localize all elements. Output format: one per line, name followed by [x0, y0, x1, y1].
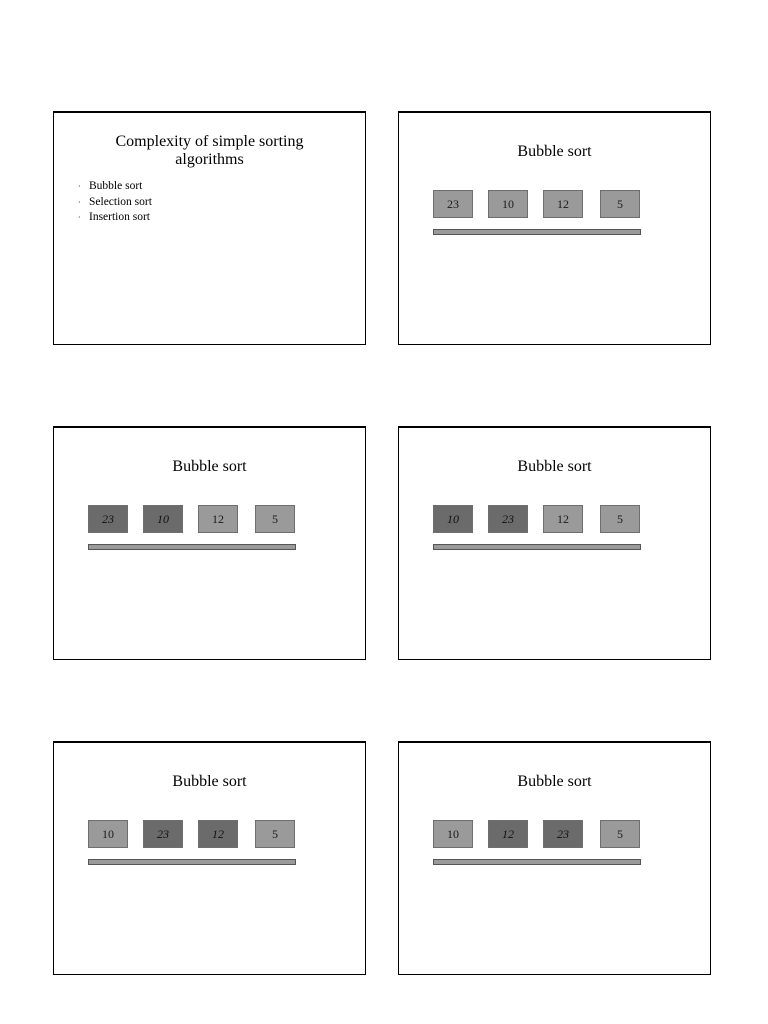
list-item	[78, 195, 152, 211]
array-cell: 10	[433, 820, 473, 848]
bullet-text: Insertion sort	[89, 211, 151, 223]
array-baseline-bar	[433, 229, 641, 235]
slide-1	[53, 111, 366, 345]
bullet-dot-icon: ·	[78, 182, 81, 191]
array-cell: 5	[255, 820, 295, 848]
array-baseline-bar	[88, 544, 296, 550]
bullet-list	[78, 179, 152, 226]
list-item	[78, 179, 152, 195]
slide-6	[398, 741, 711, 975]
array-cell: 23	[488, 505, 528, 533]
array-cell: 12	[543, 505, 583, 533]
array-cell: 23	[543, 820, 583, 848]
bullet-text: Selection sort	[89, 195, 152, 208]
slide-4	[398, 426, 711, 660]
array-baseline-bar	[88, 859, 296, 865]
slide-title: Complexity of simple sorting algorithms	[115, 133, 304, 168]
array-baseline-bar	[433, 859, 641, 865]
list-item	[78, 210, 152, 226]
slide-title: Bubble sort	[517, 458, 592, 475]
slide-title: Bubble sort	[517, 773, 592, 790]
array-cell: 5	[255, 505, 295, 533]
array-cell: 10	[143, 505, 183, 533]
array-cell: 12	[198, 820, 238, 848]
bullet-dot-icon: ·	[78, 197, 81, 207]
array-cell: 10	[88, 820, 128, 848]
bullet-text: Bubble sort	[89, 180, 143, 192]
array-cell: 12	[488, 820, 528, 848]
slide-title: Bubble sort	[172, 773, 247, 790]
array-cell: 23	[433, 190, 473, 218]
bullet-dot-icon: ·	[78, 213, 81, 222]
slide-title: Bubble sort	[517, 143, 592, 160]
array-cell: 12	[198, 505, 238, 533]
slide-title: Bubble sort	[172, 458, 247, 475]
array-cell: 5	[600, 820, 640, 848]
slide-2	[398, 111, 711, 345]
array-cell: 10	[488, 190, 528, 218]
array-cell: 10	[433, 505, 473, 533]
slide-5	[53, 741, 366, 975]
array-baseline-bar	[433, 544, 641, 550]
slide-3	[53, 426, 366, 660]
array-cell: 12	[543, 190, 583, 218]
array-cell: 5	[600, 505, 640, 533]
array-cell: 23	[143, 820, 183, 848]
array-cell: 23	[88, 505, 128, 533]
array-cell: 5	[600, 190, 640, 218]
